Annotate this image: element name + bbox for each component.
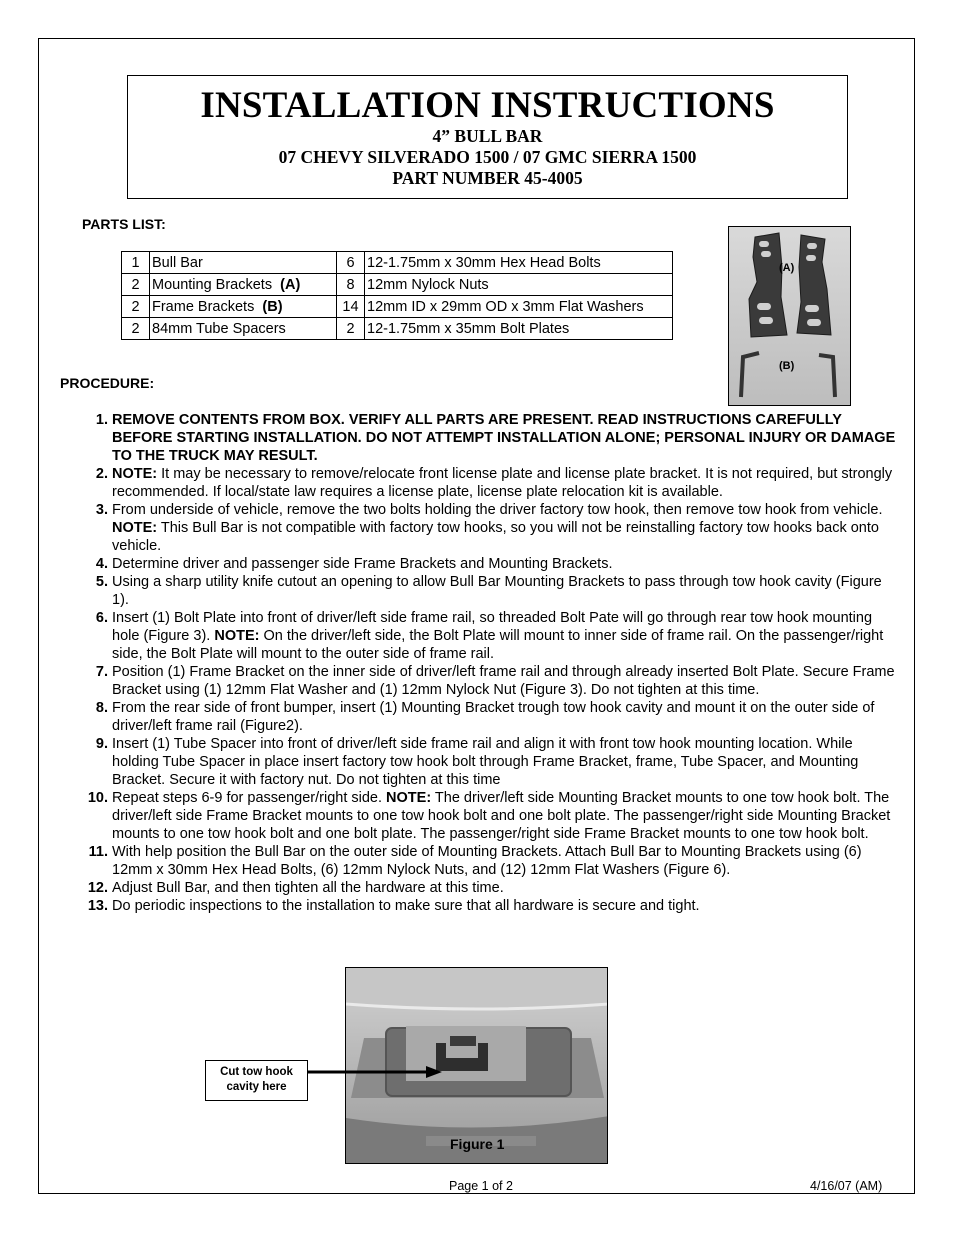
list-item — [80, 663, 898, 699]
step-number: 9. — [95, 736, 108, 752]
list-item — [80, 609, 898, 663]
table-row — [122, 296, 673, 318]
desc-cell: 12-1.75mm x 30mm Hex Head Bolts — [365, 252, 673, 274]
page-title: INSTALLATION INSTRUCTIONS — [200, 85, 775, 126]
step-text: From underside of vehicle, remove the two bolts holding the driver factory tow hook, then remove tow hook from vehicle. — [112, 502, 883, 518]
desc-cell — [150, 274, 337, 296]
step-number: 7. — [95, 664, 108, 680]
step-number: 2. — [95, 466, 108, 482]
list-item — [80, 735, 898, 789]
bracket-label-b: (B) — [779, 360, 795, 372]
qty-cell: 6 — [337, 252, 365, 274]
desc-cell — [150, 318, 337, 340]
list-item — [80, 573, 898, 609]
procedure-steps — [80, 411, 898, 915]
step-text: Adjust Bull Bar, and then tighten all the hardware at this time. — [112, 880, 504, 896]
vehicle-name: 07 CHEVY SILVERADO 1500 / 07 GMC SIERRA 1500 — [278, 147, 697, 167]
qty-cell: 2 — [122, 274, 150, 296]
list-item — [80, 501, 898, 555]
table-row — [122, 318, 673, 340]
part-name: Mounting Brackets — [152, 276, 273, 293]
step-note: NOTE: — [214, 628, 260, 644]
procedure-heading: PROCEDURE: — [60, 375, 155, 391]
step-text: Repeat steps 6-9 for passenger/right side. — [112, 790, 387, 806]
table-row — [122, 252, 673, 274]
step-text: Using a sharp utility knife cutout an opening to allow Bull Bar Mounting Brackets to pass through tow hook cavity (Figure 1). — [112, 574, 882, 608]
qty-cell: 2 — [122, 296, 150, 318]
callout-arrow — [306, 1064, 446, 1080]
part-name: Frame Brackets — [152, 298, 255, 315]
step-number: 13. — [87, 898, 108, 914]
figure-1-callout: Cut tow hook cavity here — [205, 1060, 308, 1101]
brackets-photo-drawing — [729, 227, 851, 406]
step-text: Position (1) Frame Bracket on the inner side of driver/left frame rail and through already inserted Bolt Plate. Secure Frame Bracket using (1) 12mm Flat Washer and (1) 12mm Nylock Nut (Figure 3). Do not tighten at this time. — [112, 664, 895, 698]
step-text: Insert (1) Tube Spacer into front of driver/left side frame rail and align it with front tow hook mounting location. While holding Tube Spacer in place insert factory tow hook bolt through Frame Bracket, frame, Tube Spacer, and Mounting Bracket. Secure it with factory nut. Do not tighten at this time — [112, 736, 859, 788]
desc-cell — [150, 252, 337, 274]
list-item — [80, 843, 898, 879]
qty-cell: 8 — [337, 274, 365, 296]
product-name: 4” BULL BAR — [432, 126, 543, 146]
step-number: 3. — [95, 502, 108, 518]
part-name: 84mm Tube Spacers — [152, 320, 286, 337]
list-item — [80, 879, 898, 897]
list-item — [80, 789, 898, 843]
step-note: NOTE: — [386, 790, 432, 806]
list-item — [80, 465, 898, 501]
list-item — [80, 411, 898, 465]
list-item — [80, 555, 898, 573]
step-text: Do periodic inspections to the installation to make sure that all hardware is secure and tight. — [112, 898, 700, 914]
step-text: With help position the Bull Bar on the outer side of Mounting Brackets. Attach Bull Bar to Mounting Brackets using (6) 12mm x 30mm Hex Head Bolts, (6) 12mm Nylock Nuts, and (12) 12mm Flat Washers (Figure 6). — [112, 844, 862, 878]
qty-cell: 2 — [337, 318, 365, 340]
step-bold: NOTE: — [112, 466, 158, 482]
page-number: Page 1 of 2 — [449, 1179, 513, 1193]
table-row — [122, 274, 673, 296]
desc-cell: 12mm ID x 29mm OD x 3mm Flat Washers — [365, 296, 673, 318]
step-text: Determine driver and passenger side Frame Brackets and Mounting Brackets. — [112, 556, 613, 572]
figure-1-caption: Figure 1 — [450, 1136, 505, 1152]
part-tag: (A) — [280, 276, 301, 293]
desc-cell: 12-1.75mm x 35mm Bolt Plates — [365, 318, 673, 340]
list-item — [80, 897, 898, 915]
step-number: 10. — [87, 790, 108, 806]
step-text: From the rear side of front bumper, insert (1) Mounting Bracket trough tow hook cavity and mount it on the outer side of driver/left frame rail (Figure2). — [112, 700, 875, 734]
step-number: 5. — [95, 574, 108, 590]
step-number: 4. — [95, 556, 108, 572]
qty-cell: 2 — [122, 318, 150, 340]
step-number: 6. — [95, 610, 108, 626]
step-number: 1. — [95, 412, 108, 428]
parts-table — [121, 251, 673, 340]
document-date: 4/16/07 (AM) — [810, 1179, 883, 1193]
qty-cell: 1 — [122, 252, 150, 274]
part-name: Bull Bar — [152, 254, 203, 271]
desc-cell — [150, 296, 337, 318]
part-tag: (B) — [262, 298, 283, 315]
bracket-label-a: (A) — [779, 262, 795, 274]
list-item — [80, 699, 898, 735]
step-number: 11. — [88, 844, 108, 860]
qty-cell: 14 — [337, 296, 365, 318]
brackets-photo — [728, 226, 851, 406]
title-box — [127, 75, 848, 199]
step-text: The driver/left side Mounting Bracket mounts to one tow hook bolt. The driver/left side Frame Bracket mounts to one tow hook bolt and one bolt plate. The passenger/right side Mounting Bracket mounts to one tow hook bolt and one bolt plate. The passenger/right side Frame Bracket mounts to one tow hook bolt. — [112, 790, 891, 842]
desc-cell: 12mm Nylock Nuts — [365, 274, 673, 296]
step-text: Insert (1) Bolt Plate into front of driver/left side frame rail, so threaded Bolt Pate will go through rear tow hook mounting hole (Figure 3). — [112, 610, 873, 644]
step-text: On the driver/left side, the Bolt Plate will mount to inner side of frame rail. On the passenger/right side, the Bolt Plate will mount to the outer side of frame rail. — [112, 628, 884, 662]
step-number: 12. — [87, 880, 108, 896]
step-bold: REMOVE CONTENTS FROM BOX. VERIFY ALL PARTS ARE PRESENT. READ INSTRUCTIONS CAREFULLY BEFORE STARTING INSTALLATION. DO NOT ATTEMPT INSTALLATION ALONE; PERSONAL INJURY OR DAMAGE TO THE TRUCK MAY RESULT. — [112, 412, 896, 464]
step-number: 8. — [95, 700, 108, 716]
step-text: This Bull Bar is not compatible with factory tow hooks, so you will not be reinstalling factory tow hooks back onto vehicle. — [112, 520, 879, 554]
step-note: NOTE: — [112, 520, 158, 536]
parts-list-heading: PARTS LIST: — [82, 216, 166, 232]
part-number: PART NUMBER 45-4005 — [392, 168, 583, 188]
step-text: It may be necessary to remove/relocate front license plate and license plate bracket. It is not required, but strongly recommended. If local/state law requires a license plate, license plate relocation kit is available. — [112, 466, 893, 500]
